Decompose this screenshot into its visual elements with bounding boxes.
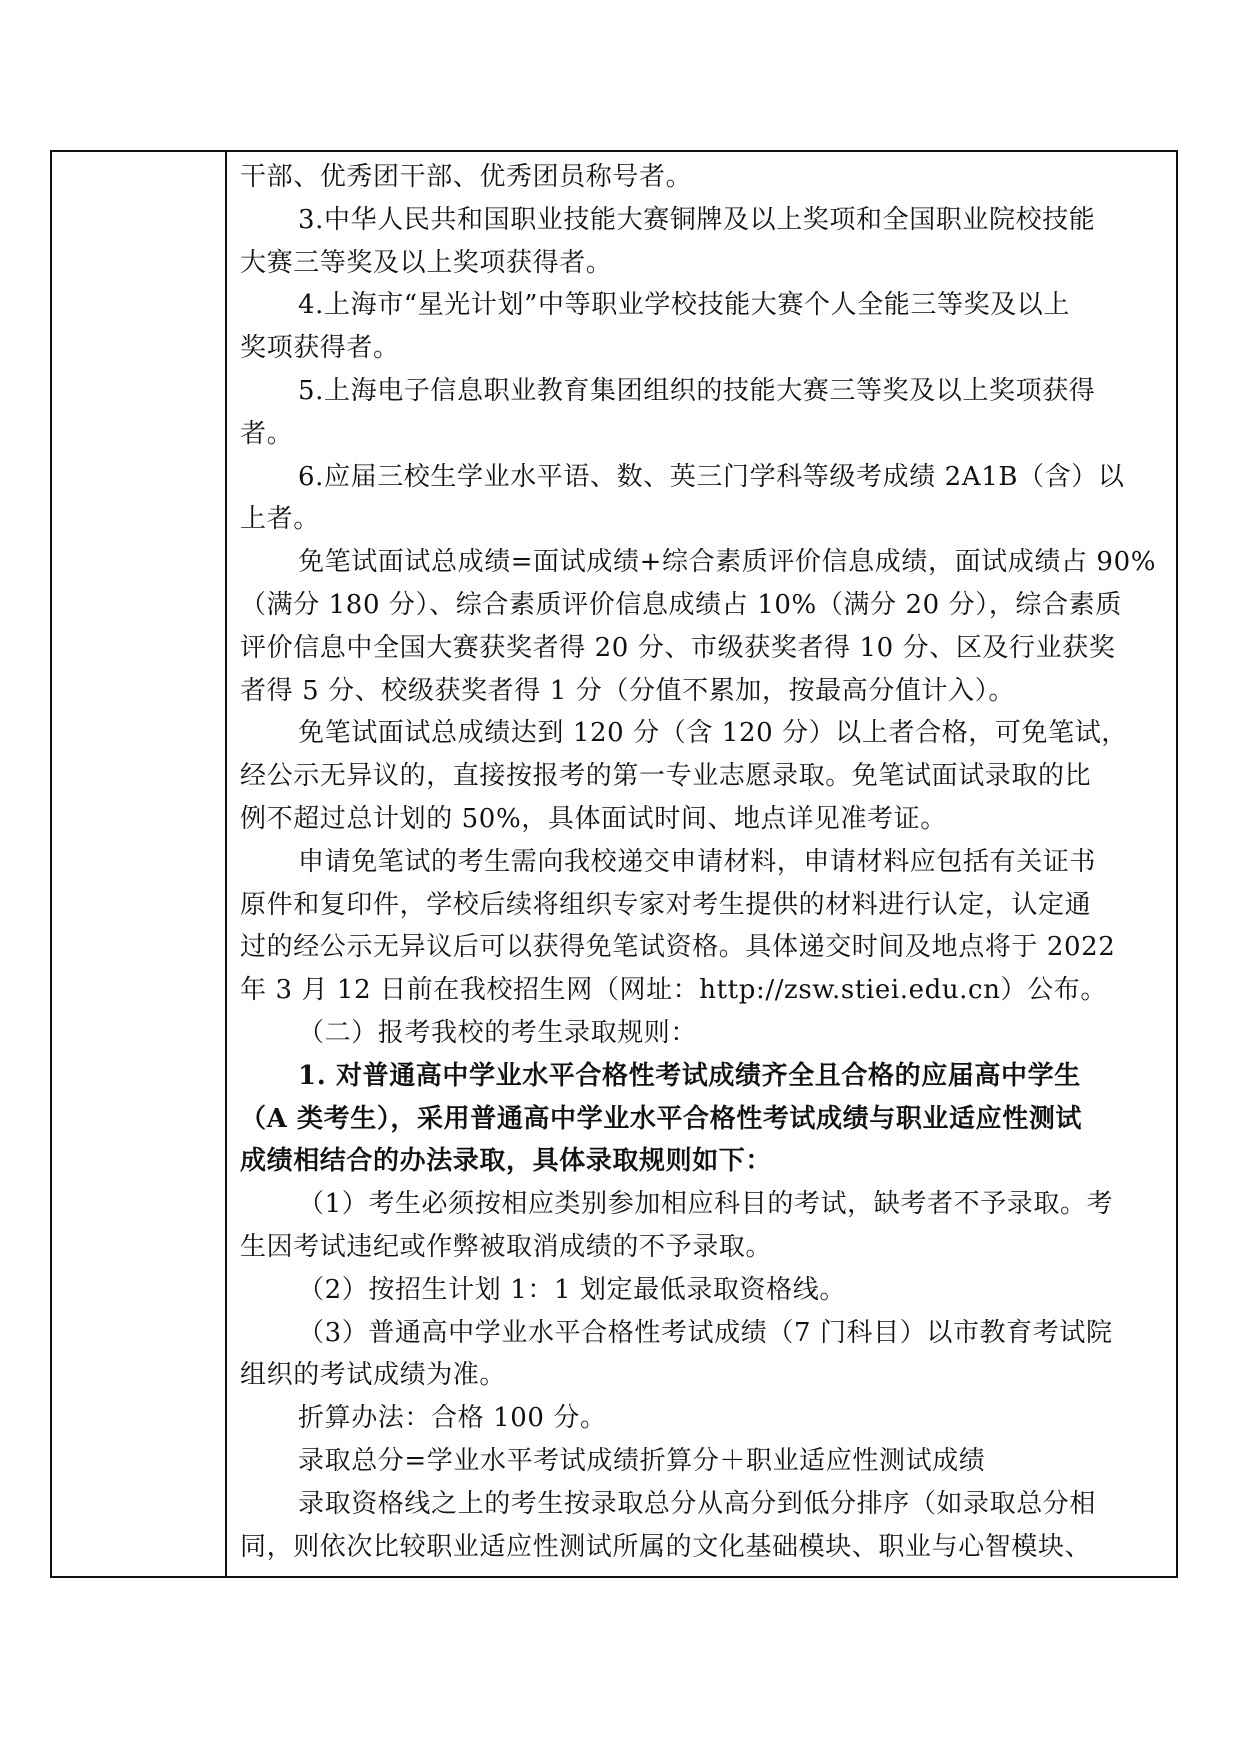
text-line: 折算办法：合格 100 分。 [298,1403,607,1434]
text-line: 经公示无异议的，直接按报考的第一专业志愿录取。免笔试面试录取的比 [240,761,1092,792]
text-line: 上者。 [240,504,320,535]
text-line: 原件和复印件，学校后续将组织专家对考生提供的材料进行认定，认定通 [240,889,1092,920]
text-line: 大赛三等奖及以上奖项获得者。 [240,247,613,278]
text-line: （1）考生必须按相应类别参加相应科目的考试，缺考者不予录取。考 [298,1189,1114,1220]
text-line: 3.中华人民共和国职业技能大赛铜牌及以上奖项和全国职业院校技能 [298,204,1096,235]
text-line: 5.上海电子信息职业教育集团组织的技能大赛三等奖及以上奖项获得 [298,375,1096,406]
text-line: 者。 [240,418,294,449]
text-line: 申请免笔试的考生需向我校递交申请材料，申请材料应包括有关证书 [298,846,1097,877]
text-line: 年 3 月 12 日前在我校招生网（网址：http://zsw.stiei.edu.cn）公布。 [240,975,1107,1006]
text-line: 同，则依次比较职业适应性测试所属的文化基础模块、职业与心智模块、 [240,1531,1092,1562]
text-line: （满分 180 分）、综合素质评价信息成绩占 10%（满分 20 分），综合素质 [240,589,1122,620]
text-line: （A 类考生），采用普通高中学业水平合格性考试成绩与职业适应性测试 [240,1103,1083,1134]
table-content-cell [240,156,1166,1568]
text-line: 录取资格线之上的考生按录取总分从高分到低分排序（如录取总分相 [298,1488,1097,1519]
table-left-column [52,152,227,1576]
text-line: 免笔试面试总成绩=面试成绩+综合素质评价信息成绩，面试成绩占 90% [298,547,1157,578]
text-line: 例不超过总计划的 50%，具体面试时间、地点详见准考证。 [240,803,947,834]
text-line: 过的经公示无异议后可以获得免笔试资格。具体递交时间及地点将于 2022 [240,932,1116,963]
text-line: 1. 对普通高中学业水平合格性考试成绩齐全且合格的应届高中学生 [298,1060,1081,1091]
text-line: （3）普通高中学业水平合格性考试成绩（7 门科目）以市教育考试院 [298,1317,1113,1348]
text-line: 生因考试违纪或作弊被取消成绩的不予录取。 [240,1231,773,1262]
text-line: 4.上海市“星光计划”中等职业学校技能大赛个人全能三等奖及以上 [298,290,1070,321]
text-line: 者得 5 分、校级获奖者得 1 分（分值不累加，按最高分值计入）。 [240,675,1015,706]
text-line: 奖项获得者。 [240,333,400,364]
text-line: 免笔试面试总成绩达到 120 分（含 120 分）以上者合格，可免笔试， [298,718,1128,749]
text-line: （2）按招生计划 1：1 划定最低录取资格线。 [298,1274,846,1305]
text-line: 组织的考试成绩为准。 [240,1360,507,1391]
text-line: 评价信息中全国大赛获奖者得 20 分、市级获奖者得 10 分、区及行业获奖 [240,632,1116,663]
text-line: 干部、优秀团干部、优秀团员称号者。 [240,162,693,192]
text-line: 6.应届三校生学业水平语、数、英三门学科等级考成绩 2A1B（含）以 [298,461,1125,492]
text-line: （二）报考我校的考生录取规则： [298,1017,698,1048]
text-line: 成绩相结合的办法录取，具体录取规则如下： [240,1146,773,1177]
document-table [50,150,1178,1578]
text-line: 录取总分=学业水平考试成绩折算分＋职业适应性测试成绩 [298,1445,986,1476]
